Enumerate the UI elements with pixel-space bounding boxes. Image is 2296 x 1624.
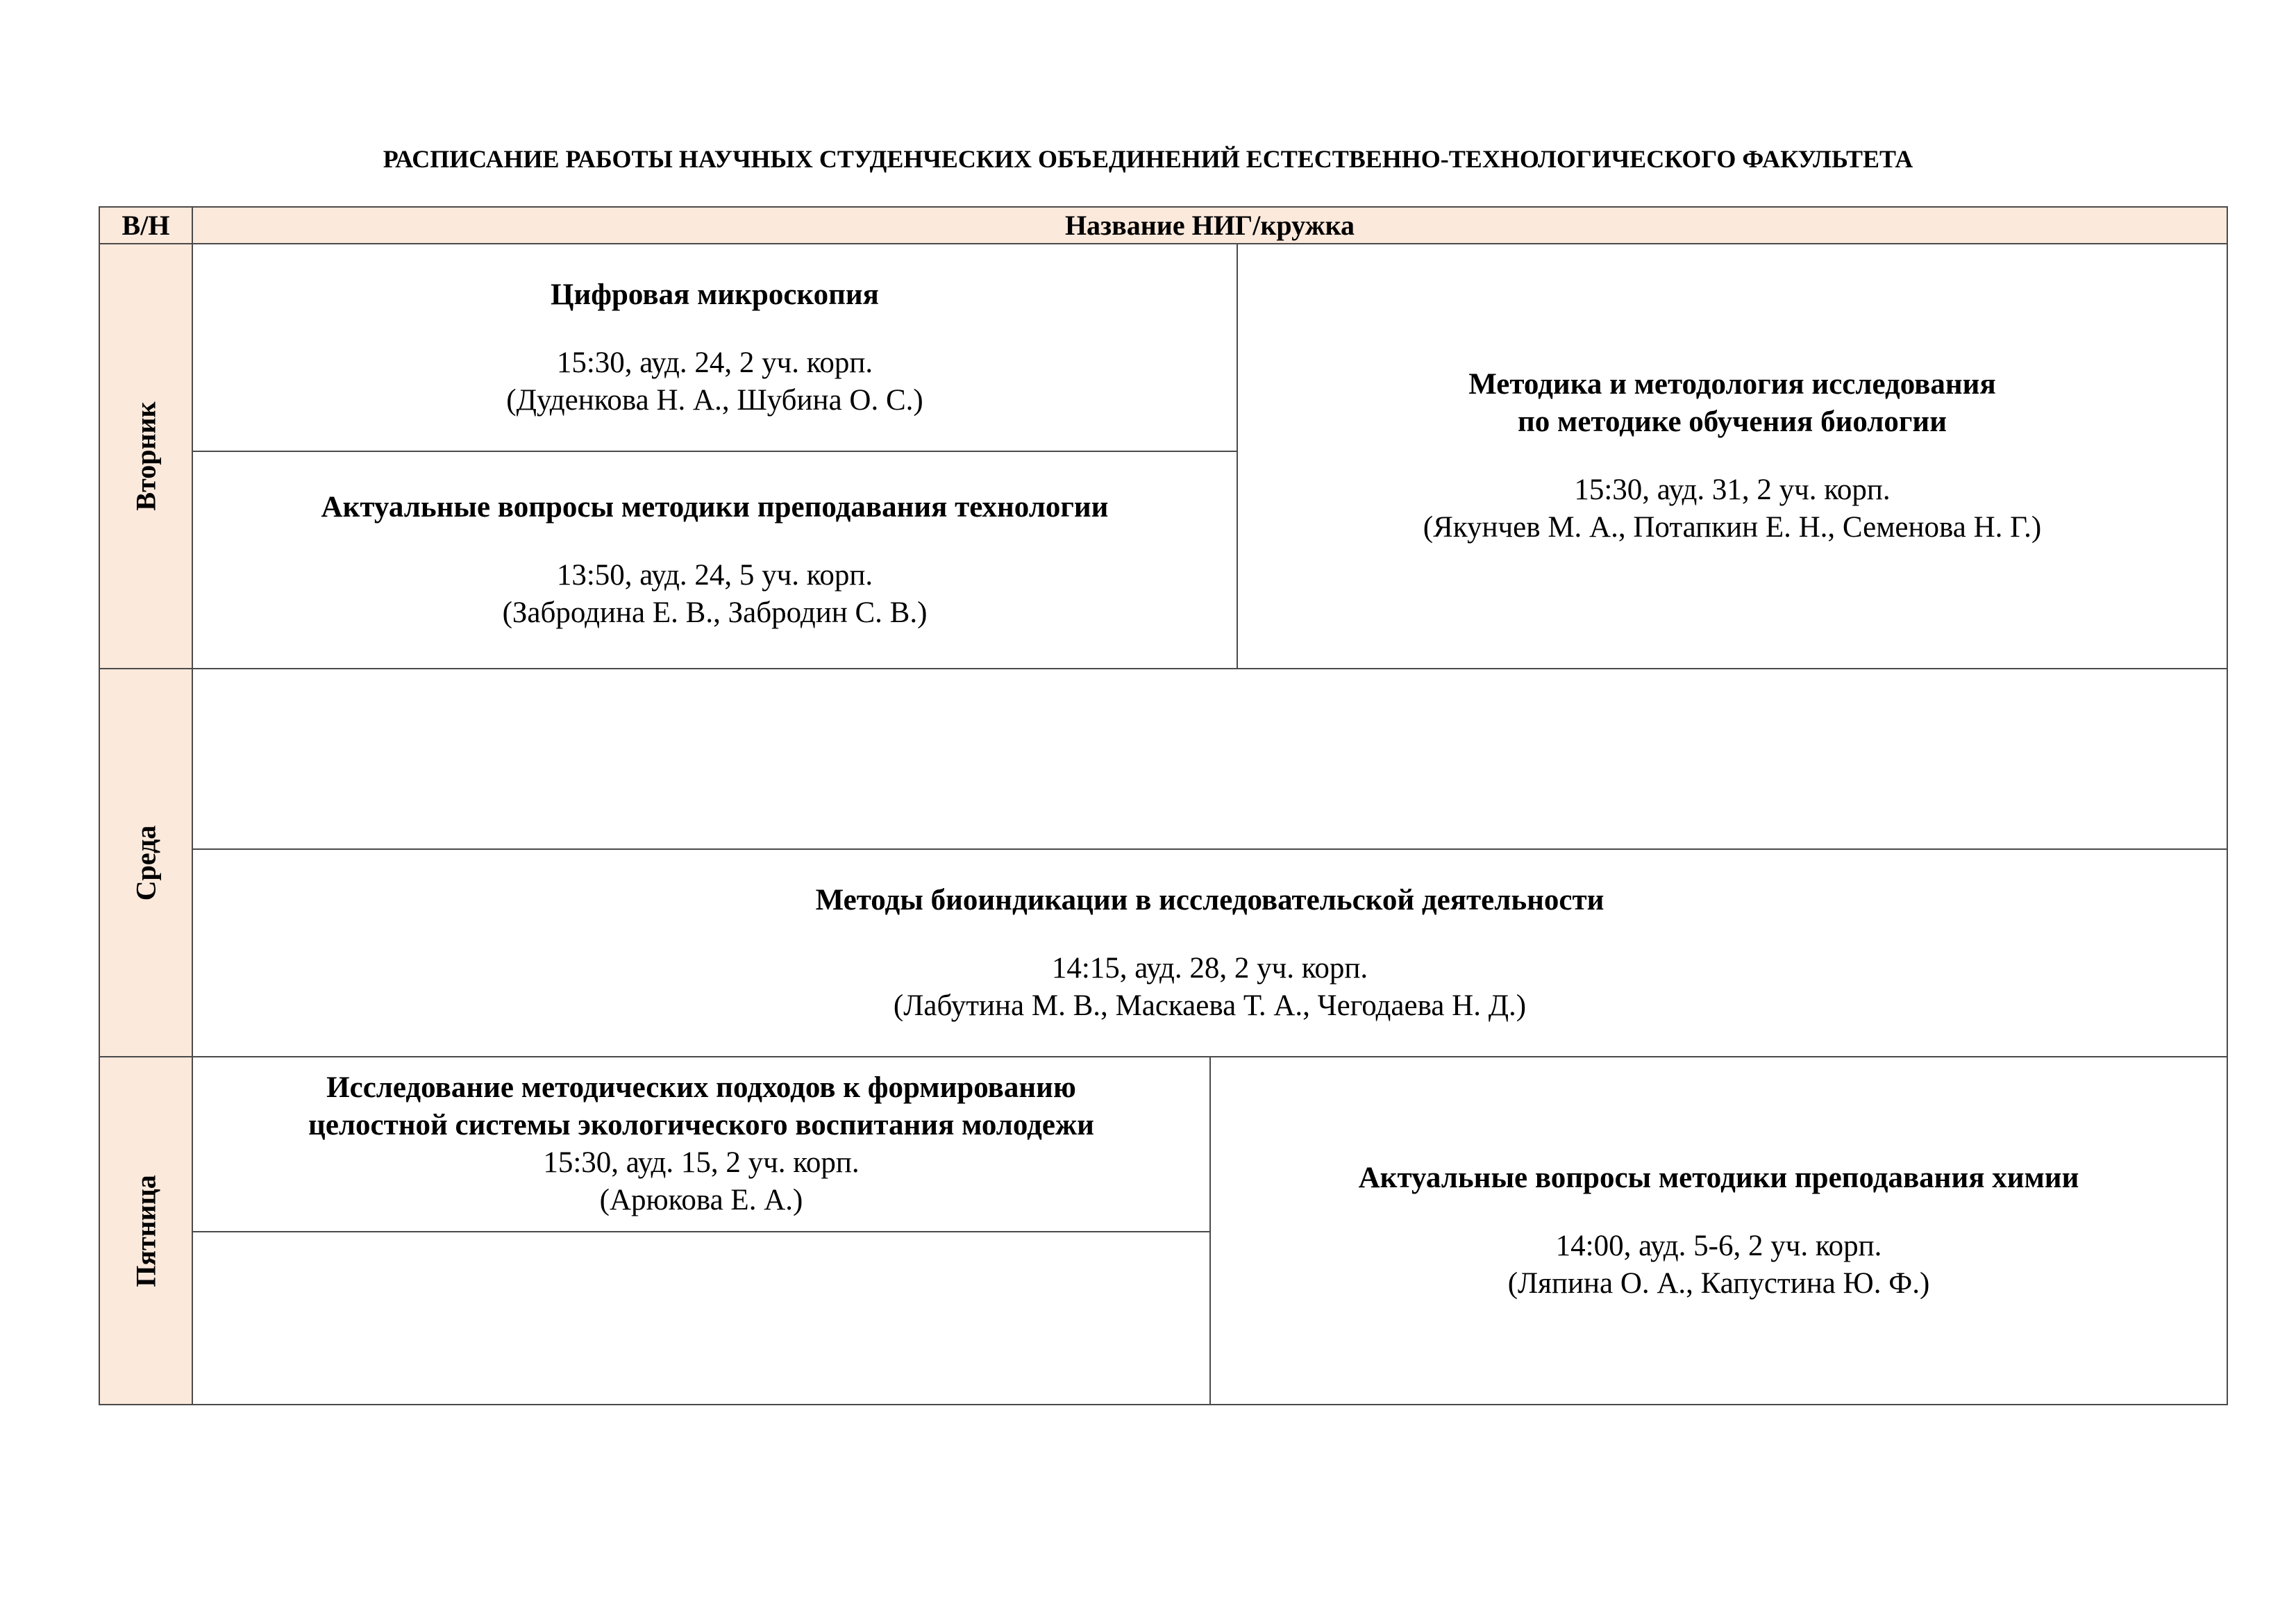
row-divider-wednesday-friday [99,1056,2228,1057]
header-name-cell [192,207,2227,244]
header-week-cell [99,207,192,244]
session-leaders: (Ляпина О. А., Капустина Ю. Ф.) [1507,1266,1930,1300]
table-border-right [2227,206,2228,1405]
day-label-wednesday: Среда [130,825,162,901]
day-cell-tuesday [99,244,192,669]
page-title: РАСПИСАНИЕ РАБОТЫ НАУЧНЫХ СТУДЕНЧЕСКИХ ОБЪЕДИНЕНИЙ ЕСТЕСТВЕННО-ТЕХНОЛОГИЧЕСКОГО ФАКУЛЬТЕТА [383,145,1913,173]
session-time-place: 13:50, ауд. 24, 5 уч. корп. [556,558,873,592]
session-title-line-1: Методика и методология исследования [1468,368,1996,401]
session-friday-empty [192,1232,1210,1405]
session-leaders: (Арюкова Е. А.) [599,1184,803,1216]
session-friday-2 [1210,1057,2227,1405]
session-wednesday-empty [192,669,2227,849]
header-divider [99,243,2228,244]
friday-column-divider [1209,1056,1211,1405]
session-leaders: (Лабутина М. В., Маскаева Т. А., Чегодаева Н. Д.) [893,989,1527,1022]
session-friday-1 [192,1057,1210,1232]
session-title: Актуальные вопросы методики преподавания технологии [321,490,1109,524]
friday-inner-divider [192,1231,1211,1232]
day-label-friday: Пятница [130,1174,162,1287]
table-border-bottom [99,1404,2228,1405]
session-wednesday-1 [192,849,2227,1057]
session-title-line-1: Исследование методических подходов к формированию [326,1071,1076,1104]
session-tuesday-1 [192,244,1237,451]
session-leaders: (Забродина Е. В., Забродин С. В.) [502,596,928,629]
session-time-place: 14:15, ауд. 28, 2 уч. корп. [1051,951,1368,985]
day-label-tuesday: Вторник [130,401,162,511]
table-border-top [99,206,2228,208]
session-title: Цифровая микроскопия [551,278,879,311]
wednesday-inner-divider [192,848,2228,850]
day-cell-wednesday [99,669,192,1057]
session-time-place: 15:30, ауд. 31, 2 уч. корп. [1574,474,1891,506]
session-time-place: 15:30, ауд. 15, 2 уч. корп. [543,1146,860,1179]
day-column-divider [192,206,193,1405]
session-title-line-2: целостной системы экологического воспитания молодежи [308,1109,1094,1141]
header-week-label: В/Н [121,210,170,241]
session-time-place: 14:00, ауд. 5-6, 2 уч. корп. [1555,1229,1882,1262]
session-title-line-2: по методике обучения биологии [1518,405,1947,438]
table-border-left [99,206,100,1405]
session-title: Методы биоиндикации в исследовательской деятельности [815,883,1604,916]
session-leaders: (Дуденкова Н. А., Шубина О. С.) [506,383,923,417]
header-name-label: Название НИГ/кружка [1064,210,1355,241]
row-divider-tuesday-wednesday [99,668,2228,669]
tuesday-inner-divider [192,451,1238,452]
tuesday-column-divider [1237,243,1238,669]
session-title: Актуальные вопросы методики преподавания химии [1358,1161,2079,1194]
session-tuesday-3 [1237,244,2227,669]
session-time-place: 15:30, ауд. 24, 2 уч. корп. [556,346,873,379]
day-cell-friday [99,1057,192,1405]
session-leaders: (Якунчев М. А., Потапкин Е. Н., Семенова Н. Г.) [1423,511,2042,544]
session-tuesday-2 [192,451,1237,669]
